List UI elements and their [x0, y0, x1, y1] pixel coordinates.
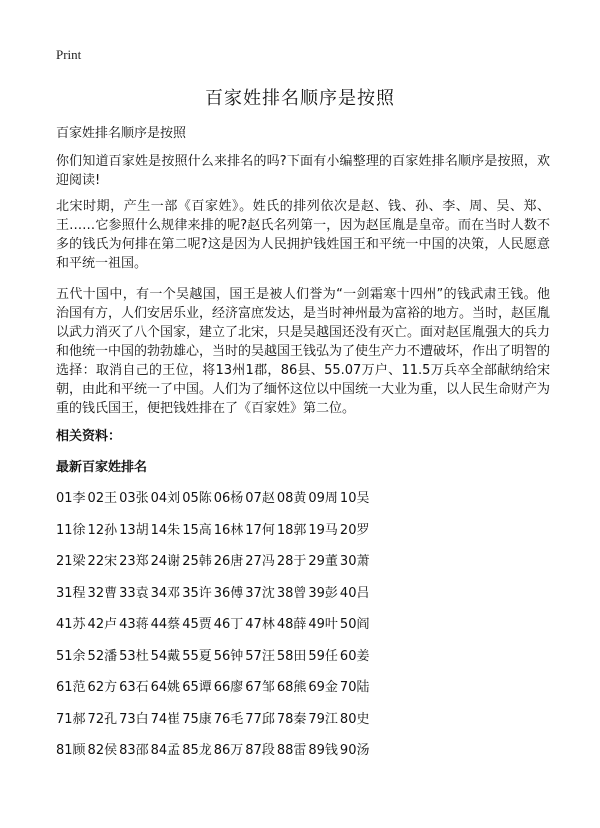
- ranking-entry: 11徐: [56, 522, 86, 538]
- ranking-entry: 42卢: [87, 617, 118, 632]
- ranking-entry: 72孔: [87, 711, 118, 727]
- ranking-entry: 37沈: [245, 585, 275, 601]
- ranking-entry: 40吕: [339, 585, 370, 601]
- ranking-entry: 18郭: [276, 522, 307, 538]
- ranking-entry: 75康: [182, 711, 212, 727]
- ranking-entry: 71郝: [56, 711, 86, 727]
- ranking-entry: 86万: [213, 743, 244, 758]
- ranking-entry: 48薛: [276, 617, 307, 632]
- ranking-entry: 57汪: [245, 648, 275, 664]
- ranking-entry: 30萧: [339, 554, 370, 569]
- ranking-row: [56, 582, 556, 601]
- ranking-row: [56, 708, 556, 727]
- ranking-entry: 10吴: [339, 491, 370, 506]
- ranking-entry: 02王: [87, 491, 118, 506]
- ranking-entry: 77邱: [245, 711, 275, 727]
- ranking-entry: 54戴: [150, 648, 181, 664]
- ranking-entry: 55夏: [182, 648, 212, 664]
- ranking-entry: 52潘: [87, 648, 118, 664]
- ranking-entry: 39彭: [308, 585, 338, 601]
- paragraph-song-dynasty: 北宋时期，产生一部《百家姓》。姓氏的排列依次是赵、钱、孙、李、周、吴、郑、王……它参照什么规律来排的呢?赵氏名列第一，因为赵匡胤是皇帝。而在当时人数不多的钱氏为何排在第二呢?这是因为人民拥护钱姓国王和平统一中国的决策，人民愿意和平统一祖国。: [56, 199, 550, 271]
- ranking-entry: 85龙: [182, 743, 212, 758]
- ranking-entry: 70陆: [339, 680, 370, 695]
- ranking-entry: 15高: [182, 522, 212, 538]
- ranking-entry: 51余: [56, 648, 86, 664]
- ranking-entry: 29董: [308, 554, 338, 569]
- ranking-entry: 84孟: [150, 743, 181, 758]
- ranking-entry: 28于: [276, 554, 307, 569]
- ranking-entry: 53杜: [119, 648, 149, 664]
- ranking-entry: 04刘: [150, 491, 181, 506]
- ranking-entry: 46丁: [213, 617, 244, 632]
- ranking-entry: 88雷: [276, 743, 307, 758]
- ranking-entry: 31程: [56, 585, 86, 601]
- ranking-entry: 66廖: [213, 680, 244, 695]
- ranking-entry: 79江: [308, 711, 338, 727]
- ranking-entry: 56钟: [213, 648, 244, 664]
- ranking-entry: 14朱: [150, 522, 181, 538]
- ranking-row: [56, 739, 556, 758]
- ranking-entry: 16林: [213, 522, 244, 538]
- ranking-entry: 08黄: [276, 491, 307, 506]
- ranking-entry: 74崔: [150, 711, 181, 727]
- ranking-entry: 36傅: [213, 585, 244, 601]
- intro-paragraph: 你们知道百家姓是按照什么来排名的吗?下面有小编整理的百家姓排名顺序是按照，欢迎阅读!: [56, 154, 550, 188]
- ranking-entry: 89钱: [308, 743, 338, 758]
- ranking-entry: 68熊: [276, 680, 307, 695]
- ranking-entry: 25韩: [182, 554, 212, 569]
- ranking-entry: 60姜: [339, 648, 370, 664]
- latest-ranking-heading: 最新百家姓排名: [56, 460, 148, 475]
- ranking-entry: 43蒋: [119, 617, 149, 632]
- ranking-entry: 59任: [308, 648, 338, 664]
- ranking-entry: 73白: [119, 711, 149, 727]
- ranking-entry: 21梁: [56, 554, 86, 569]
- ranking-entry: 35许: [182, 585, 212, 601]
- ranking-row: [56, 519, 556, 538]
- ranking-row: [56, 676, 556, 695]
- ranking-entry: 22宋: [87, 554, 118, 569]
- article-subtitle: 百家姓排名顺序是按照: [56, 126, 187, 141]
- ranking-entry: 12孙: [87, 522, 118, 538]
- ranking-entry: 20罗: [339, 522, 370, 538]
- ranking-row: [56, 645, 556, 664]
- ranking-entry: 58田: [276, 648, 307, 664]
- ranking-row: [56, 487, 556, 506]
- ranking-entry: 82侯: [87, 743, 118, 758]
- ranking-entry: 62方: [87, 680, 118, 695]
- ranking-entry: 09周: [308, 491, 338, 506]
- ranking-entry: 03张: [119, 491, 149, 506]
- ranking-entry: 01李: [56, 491, 86, 506]
- ranking-entry: 87段: [245, 743, 275, 758]
- paragraph-wuyue-kingdom: 五代十国中，有一个吴越国，国王是被人们誉为“一剑霜寒十四州”的钱武肃王钱。他治国有方，人们安居乐业，经济富庶发达，是当时神州最为富裕的地方。当时，赵匡胤以武力消灭了八个国家，建立了北宋，只是吴越国还没有灭亡。面对赵匡胤强大的兵力和他统一中国的勃勃雄心，当时的吴越国王钱弘为了使生产力不遭破坏，作出了明智的选择：取消自己的王位，将13州1郡，86县、55.07万户、11.5万兵卒全部献纳给宋朝，由此和平统一了中国。人们为了缅怀这位以中国统一大业为重，以人民生命财产为重的钱氏国王，便把钱姓排在了《百家姓》第二位。: [56, 287, 551, 416]
- ranking-entry: 61范: [56, 680, 86, 695]
- ranking-entry: 80史: [339, 711, 370, 727]
- print-link[interactable]: Print: [56, 47, 82, 62]
- ranking-entry: 26唐: [213, 554, 244, 569]
- ranking-entry: 50阎: [339, 617, 370, 632]
- ranking-entry: 47林: [245, 617, 275, 632]
- ranking-entry: 67邹: [245, 680, 275, 695]
- ranking-entry: 65谭: [182, 680, 212, 695]
- related-info-heading: 相关资料：: [56, 429, 122, 444]
- ranking-entry: 69金: [308, 680, 338, 695]
- ranking-row: [56, 613, 556, 632]
- ranking-entry: 45贾: [182, 617, 212, 632]
- ranking-entry: 64姚: [150, 680, 181, 695]
- ranking-entry: 32曹: [87, 585, 118, 601]
- ranking-entry: 44蔡: [150, 617, 181, 632]
- ranking-entry: 07赵: [245, 491, 275, 506]
- ranking-entry: 27冯: [245, 554, 275, 569]
- ranking-entry: 24谢: [150, 554, 181, 569]
- ranking-entry: 49叶: [308, 617, 338, 632]
- ranking-entry: 34邓: [150, 585, 181, 601]
- ranking-entry: 17何: [245, 522, 275, 538]
- page-title: 百家姓排名顺序是按照: [205, 88, 395, 109]
- ranking-entry: 76毛: [213, 711, 244, 727]
- ranking-entry: 90汤: [339, 743, 370, 758]
- ranking-entry: 41苏: [56, 617, 86, 632]
- ranking-entry: 81顾: [56, 743, 86, 758]
- ranking-entry: 33袁: [119, 585, 149, 601]
- ranking-entry: 63石: [119, 680, 149, 695]
- ranking-entry: 83邵: [119, 743, 149, 758]
- ranking-entry: 13胡: [119, 522, 149, 538]
- ranking-entry: 38曾: [276, 585, 307, 601]
- ranking-entry: 06杨: [213, 491, 244, 506]
- ranking-row: [56, 550, 556, 569]
- ranking-entry: 05陈: [182, 491, 212, 506]
- ranking-entry: 19马: [308, 522, 338, 538]
- ranking-entry: 78秦: [276, 711, 307, 727]
- ranking-entry: 23郑: [119, 554, 149, 569]
